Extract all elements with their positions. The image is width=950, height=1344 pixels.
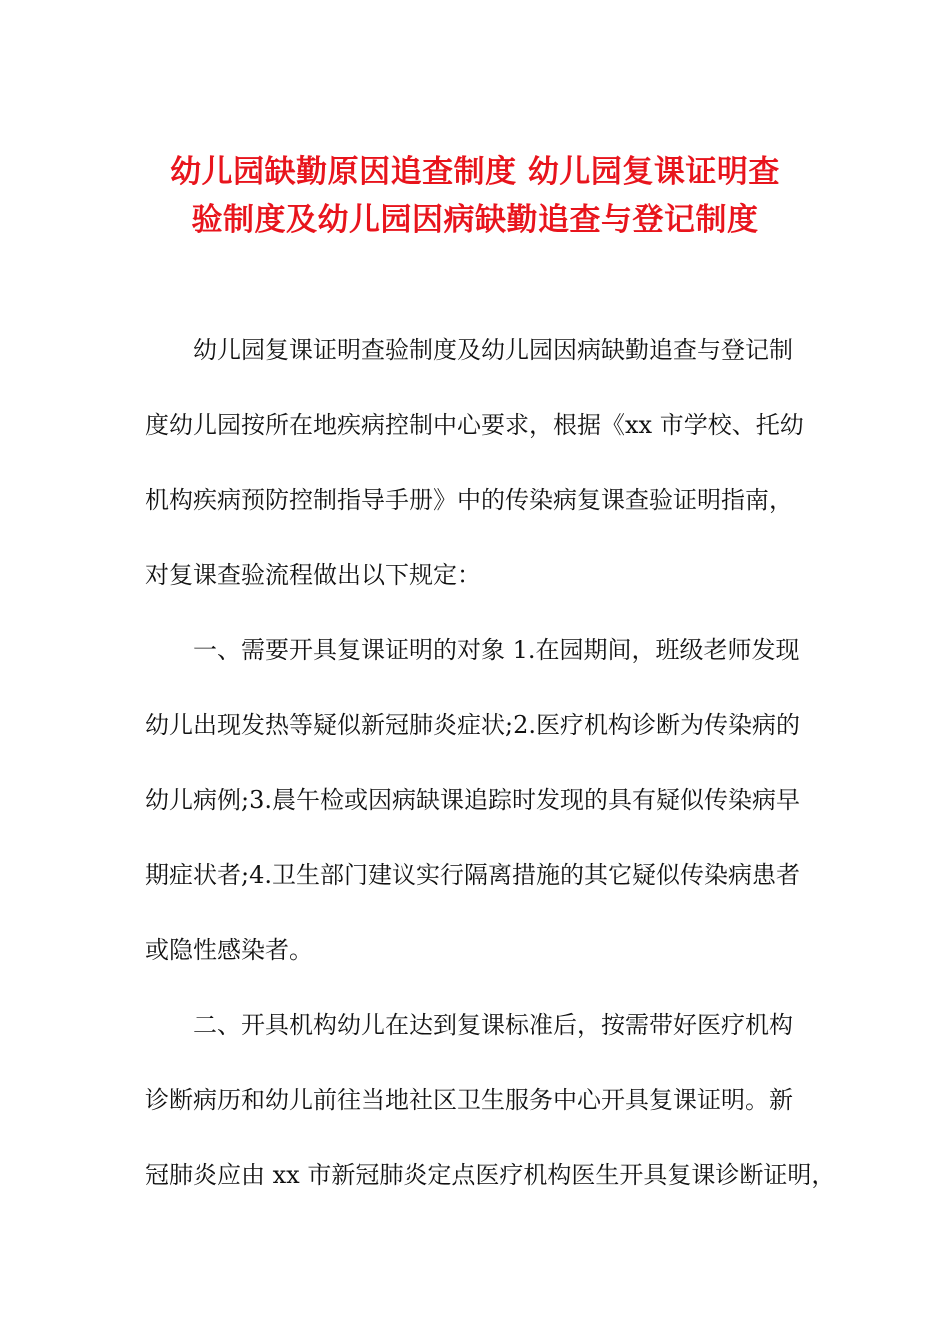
paragraph-1-line-1: 幼儿园复课证明查验制度及幼儿园因病缺勤追查与登记制 [193, 336, 793, 364]
paragraph-1-line-3: 机构疾病预防控制指导手册》中的传染病复课查验证明指南， [145, 486, 793, 514]
document-title-line-1: 幼儿园缺勤原因追查制度 幼儿园复课证明查 [170, 154, 780, 190]
paragraph-1-line-4: 对复课查验流程做出以下规定： [145, 561, 481, 589]
paragraph-2-line-5: 或隐性感染者。 [145, 936, 313, 964]
paragraph-2-line-3: 幼儿病例;3.晨午检或因病缺课追踪时发现的具有疑似传染病早 [145, 786, 800, 814]
document-title-line-2: 验制度及幼儿园因病缺勤追查与登记制度 [191, 202, 759, 238]
paragraph-2-line-1: 一、需要开具复课证明的对象 1.在园期间，班级老师发现 [193, 636, 800, 664]
paragraph-3-line-3: 冠肺炎应由 xx 市新冠肺炎定点医疗机构医生开具复课诊断证明， [145, 1161, 836, 1189]
paragraph-2-line-4: 期症状者;4.卫生部门建议实行隔离措施的其它疑似传染病患者 [145, 861, 800, 889]
paragraph-3-line-1: 二、开具机构幼儿在达到复课标准后，按需带好医疗机构 [193, 1011, 793, 1039]
paragraph-1-line-2: 度幼儿园按所在地疾病控制中心要求，根据《xx 市学校、托幼 [145, 411, 804, 439]
paragraph-3-line-2: 诊断病历和幼儿前往当地社区卫生服务中心开具复课证明。新 [145, 1086, 793, 1114]
paragraph-2-line-2: 幼儿出现发热等疑似新冠肺炎症状;2.医疗机构诊断为传染病的 [145, 711, 800, 739]
